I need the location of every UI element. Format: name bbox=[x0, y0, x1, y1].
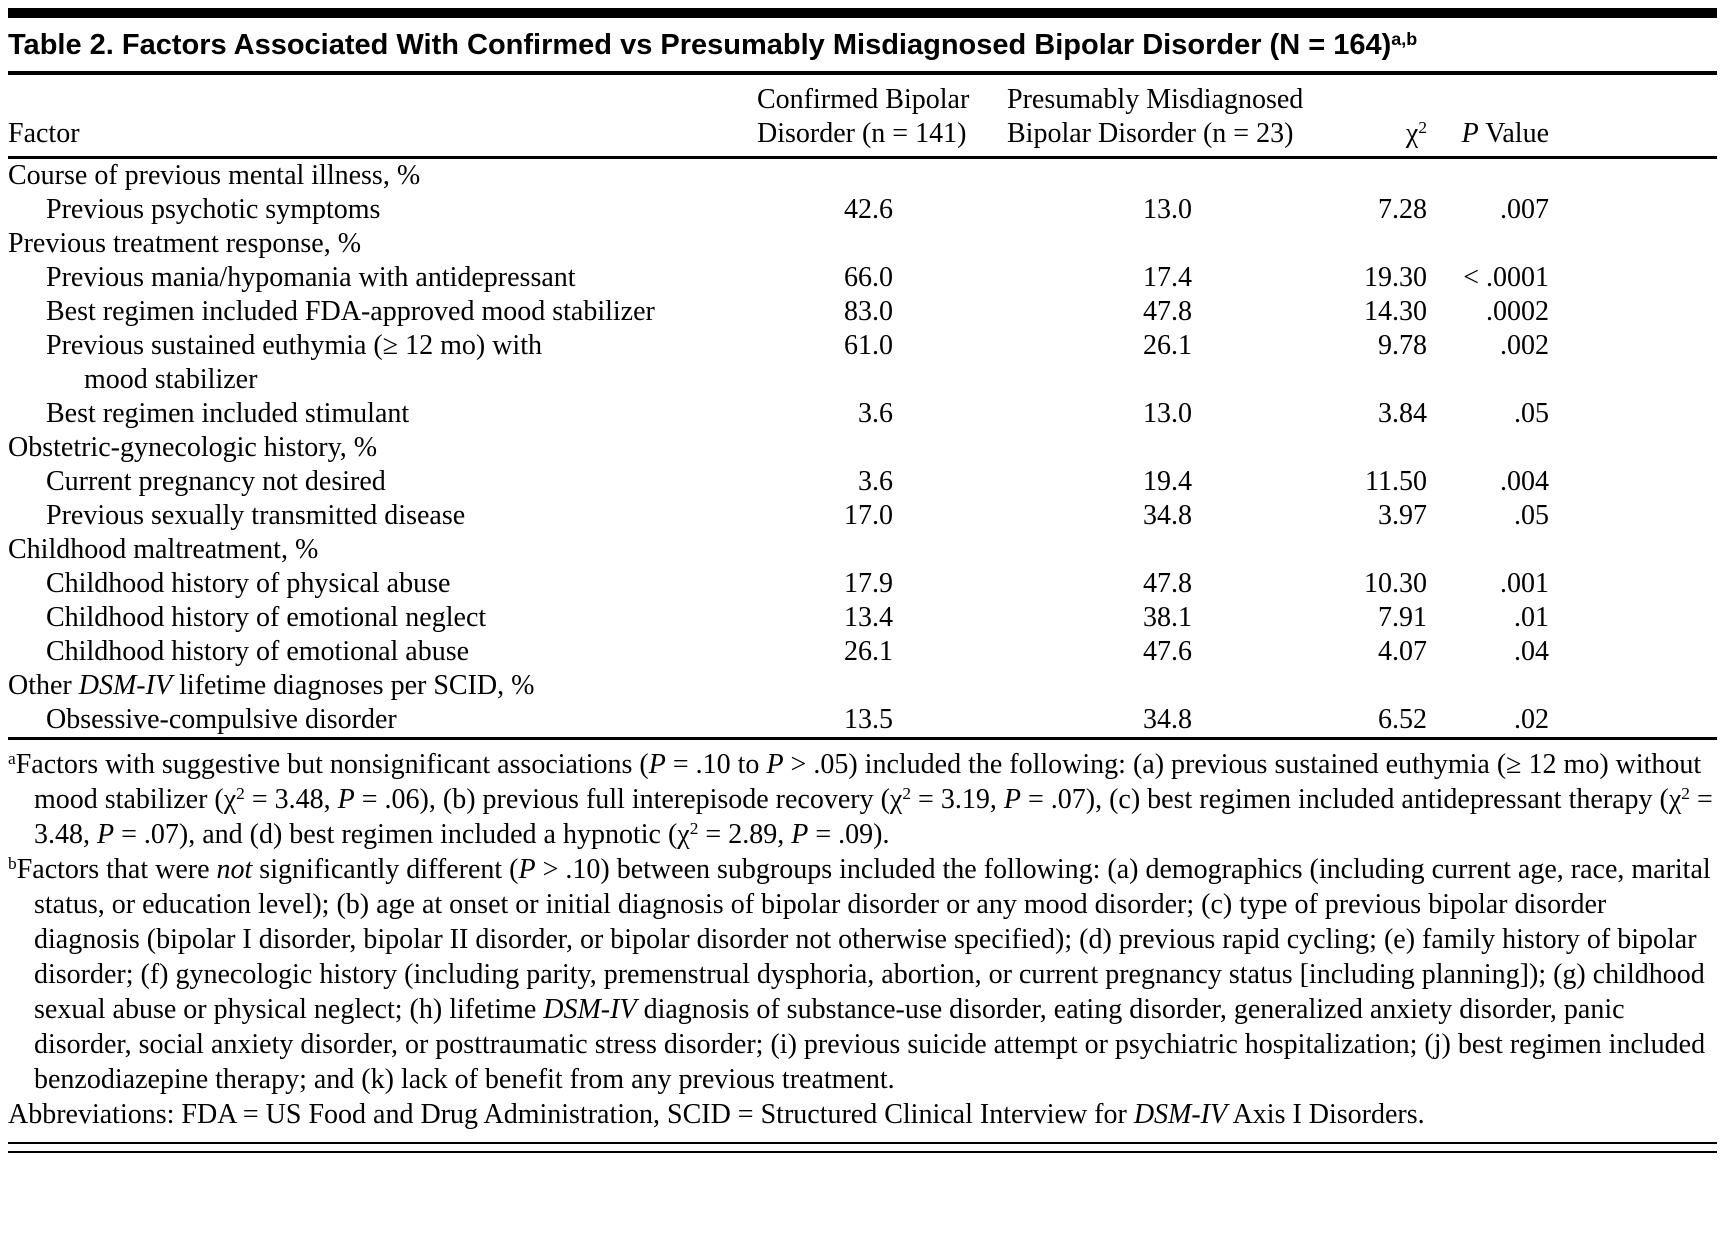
misdiagnosed-value bbox=[1007, 158, 1357, 194]
text-segment: Obsessive-compulsive disorder bbox=[46, 704, 397, 735]
confirmed-value: 17.9 bbox=[844, 568, 893, 599]
data-row bbox=[8, 329, 1717, 397]
text-segment: Previous psychotic symptoms bbox=[46, 194, 381, 225]
footnotes-block bbox=[8, 740, 1717, 1134]
italic-text: P bbox=[1003, 784, 1021, 815]
text-segment: = 3.48, bbox=[244, 784, 338, 815]
p-value: .05 bbox=[1514, 500, 1549, 531]
chi-square-value bbox=[1357, 533, 1452, 567]
misdiagnosed-value bbox=[1007, 669, 1357, 703]
superscript-text: a bbox=[8, 749, 16, 769]
text-segment: = .10 to bbox=[665, 749, 767, 780]
data-row bbox=[8, 703, 1717, 737]
misdiagnosed-value: 17.4 bbox=[1143, 262, 1192, 293]
factor-cell bbox=[8, 397, 757, 431]
text-segment: = 3.19, bbox=[911, 784, 1004, 815]
footnote-a bbox=[8, 747, 1717, 852]
data-row bbox=[8, 635, 1717, 669]
superscript-text: b bbox=[8, 854, 17, 874]
misdiagnosed-value: 13.0 bbox=[1143, 194, 1192, 225]
p-value: .01 bbox=[1514, 602, 1549, 633]
text-segment: = .07), and (d) best regimen included a hypnotic (χ bbox=[114, 819, 690, 850]
p-value: .007 bbox=[1500, 194, 1549, 225]
misdiagnosed-value bbox=[1007, 227, 1357, 261]
chi-square-value: 9.78 bbox=[1378, 330, 1427, 361]
misdiagnosed-value bbox=[1007, 533, 1357, 567]
text-segment: Table 2. Factors Associated With Confirmed vs Presumably Misdiagnosed Bipolar Disorder (N = 164) bbox=[8, 29, 1392, 61]
p-value: .004 bbox=[1500, 466, 1549, 497]
abbreviations-note bbox=[8, 1097, 1717, 1132]
text-segment: Childhood history of emotional abuse bbox=[46, 636, 470, 667]
data-row bbox=[8, 499, 1717, 533]
factor-cell bbox=[8, 295, 757, 329]
factor-cell bbox=[8, 533, 757, 567]
p-value: .001 bbox=[1500, 568, 1549, 599]
italic-text: P bbox=[791, 819, 809, 850]
col-header-misdiagnosed-line2: Bipolar Disorder (n = 23) bbox=[1007, 118, 1294, 149]
section-row bbox=[8, 533, 1717, 567]
p-value: .0002 bbox=[1486, 296, 1549, 327]
factor-cell bbox=[8, 601, 757, 635]
text-segment: = .06), (b) previous full interepisode recovery (χ bbox=[354, 784, 903, 815]
table-title bbox=[8, 26, 1717, 64]
text-segment: Other bbox=[8, 670, 79, 701]
italic-text: DSM-IV bbox=[1133, 1099, 1228, 1130]
text-segment: Childhood maltreatment, % bbox=[8, 534, 319, 565]
misdiagnosed-value: 34.8 bbox=[1143, 500, 1192, 531]
superscript-text: a,b bbox=[1391, 29, 1418, 50]
superscript-text: 2 bbox=[236, 784, 245, 804]
confirmed-value bbox=[757, 431, 1007, 465]
italic-text: DSM-IV bbox=[78, 670, 173, 701]
chi-square-value bbox=[1357, 669, 1452, 703]
col-header-confirmed-line1: Confirmed Bipolar bbox=[757, 84, 970, 115]
factor-cell bbox=[8, 193, 757, 227]
confirmed-value bbox=[757, 158, 1007, 194]
text-segment: Previous mania/hypomania with antidepressant bbox=[46, 262, 576, 293]
section-row bbox=[8, 227, 1717, 261]
factors-table bbox=[8, 75, 1717, 737]
col-header-misdiagnosed-line1: Presumably Misdiagnosed bbox=[1007, 84, 1304, 115]
text-segment: Obstetric-gynecologic history, % bbox=[8, 432, 378, 463]
text-segment: diagnosis of substance-use disorder, eating disorder, generalized anxiety disorder, panic disorder, social anxiety disorder, or posttraumatic stress disorder; (i) previous suicide attempt or psychiatric hospitalization; (j) best regimen included benzodiazepine therapy; and (k) lack of benefit from any previous treatment. bbox=[34, 994, 1706, 1095]
text-segment: = 2.89, bbox=[698, 819, 792, 850]
p-value: .04 bbox=[1514, 636, 1549, 667]
text-segment: lifetime diagnoses per SCID, % bbox=[172, 670, 535, 701]
data-row bbox=[8, 465, 1717, 499]
italic-text: DSM-IV bbox=[543, 994, 637, 1025]
misdiagnosed-value: 47.8 bbox=[1143, 568, 1192, 599]
factor-cell bbox=[8, 703, 757, 737]
bottom-double-rule bbox=[8, 1142, 1717, 1153]
factor-cell bbox=[8, 329, 757, 397]
text-segment: = .07), (c) best regimen included antidepressant therapy (χ bbox=[1020, 784, 1682, 815]
data-row bbox=[8, 601, 1717, 635]
text-segment: > .10) between subgroups included the following: (a) demographics (including current age, race, marital status, or education level); (b) age at onset or initial diagnosis of bipolar disorder or any mood disorder; (c) type of previous bipolar disorder diagnosis (bipolar I disorder, bipolar II disorder, or bipolar disorder not otherwise specified); (d) previous rapid cycling; (e) family history of bipolar disorder; (f) gynecologic history (including parity, premenstrual dysphoria, abortion, or current pregnancy status [including planning]); (g) childhood sexual abuse or physical neglect; (h) lifetime bbox=[34, 854, 1711, 1025]
text-segment: Abbreviations: FDA = US Food and Drug Administration, SCID = Structured Clinical Interview for bbox=[8, 1099, 1134, 1130]
section-row bbox=[8, 669, 1717, 703]
misdiagnosed-value: 47.8 bbox=[1143, 296, 1192, 327]
confirmed-value: 61.0 bbox=[844, 330, 893, 361]
col-header-confirmed bbox=[757, 75, 1007, 158]
p-value: .05 bbox=[1514, 398, 1549, 429]
confirmed-value bbox=[757, 227, 1007, 261]
section-row bbox=[8, 158, 1717, 194]
p-value bbox=[1452, 227, 1717, 261]
confirmed-value bbox=[757, 533, 1007, 567]
col-header-chi-square bbox=[1357, 75, 1452, 158]
chi-square-value: 10.30 bbox=[1364, 568, 1427, 599]
italic-text: P bbox=[97, 819, 115, 850]
factor-cell bbox=[8, 635, 757, 669]
confirmed-value: 42.6 bbox=[844, 194, 893, 225]
text-segment: Previous sexually transmitted disease bbox=[46, 500, 466, 531]
confirmed-value bbox=[757, 669, 1007, 703]
text-segment: Current pregnancy not desired bbox=[46, 466, 386, 497]
factor-cell bbox=[8, 567, 757, 601]
chi-square-value: 14.30 bbox=[1364, 296, 1427, 327]
italic-text: P bbox=[648, 749, 666, 780]
data-row bbox=[8, 295, 1717, 329]
text-segment: > .05) included the following: (a) previous sustained euthymia (≥ 12 mo) without mood stabilizer (χ bbox=[34, 749, 1702, 815]
text-segment: Previous sustained euthymia (≥ 12 mo) with bbox=[46, 330, 542, 361]
text-segment: Factors with suggestive but nonsignificant associations ( bbox=[15, 749, 649, 780]
confirmed-value: 13.4 bbox=[844, 602, 893, 633]
confirmed-value: 17.0 bbox=[844, 500, 893, 531]
superscript-text: 2 bbox=[1681, 784, 1690, 804]
p-symbol: P bbox=[1461, 118, 1479, 149]
superscript-text: 2 bbox=[902, 784, 912, 804]
italic-text: P bbox=[518, 854, 536, 885]
col-header-confirmed-line2: Disorder (n = 141) bbox=[757, 118, 967, 149]
chi-square-value bbox=[1357, 227, 1452, 261]
confirmed-value: 66.0 bbox=[844, 262, 893, 293]
misdiagnosed-value: 47.6 bbox=[1143, 636, 1192, 667]
top-rule bbox=[8, 8, 1717, 18]
chi-square-value: 19.30 bbox=[1364, 262, 1427, 293]
misdiagnosed-value bbox=[1007, 431, 1357, 465]
factor-cell bbox=[8, 669, 757, 703]
chi-square-value: 3.97 bbox=[1378, 500, 1427, 531]
confirmed-value: 83.0 bbox=[844, 296, 893, 327]
text-segment: Factors that were bbox=[16, 854, 217, 885]
p-value: < .0001 bbox=[1463, 262, 1549, 293]
p-value: .02 bbox=[1514, 704, 1549, 735]
section-row bbox=[8, 431, 1717, 465]
data-row bbox=[8, 397, 1717, 431]
text-segment: significantly different ( bbox=[252, 854, 519, 885]
factor-cell bbox=[8, 261, 757, 295]
misdiagnosed-value: 19.4 bbox=[1143, 466, 1192, 497]
header-row bbox=[8, 75, 1717, 158]
text-segment: mood stabilizer bbox=[84, 364, 258, 395]
table-body bbox=[8, 158, 1717, 738]
text-segment: Best regimen included stimulant bbox=[46, 398, 410, 429]
factor-cell-wrapped-line bbox=[46, 363, 757, 397]
data-row bbox=[8, 567, 1717, 601]
italic-text: not bbox=[216, 854, 253, 885]
text-segment: Axis I Disorders. bbox=[1227, 1099, 1425, 1130]
chi-square-value bbox=[1357, 431, 1452, 465]
chi-square-value: 11.50 bbox=[1365, 466, 1427, 497]
p-value-label: Value bbox=[1478, 118, 1549, 149]
text-segment: Childhood history of emotional neglect bbox=[46, 602, 487, 633]
misdiagnosed-value: 13.0 bbox=[1143, 398, 1192, 429]
p-value bbox=[1452, 533, 1717, 567]
p-value: .002 bbox=[1500, 330, 1549, 361]
text-segment: = 3.48, bbox=[34, 784, 1713, 850]
factor-cell bbox=[8, 431, 757, 465]
p-value bbox=[1452, 431, 1717, 465]
misdiagnosed-value: 38.1 bbox=[1143, 602, 1192, 633]
text-segment: Previous treatment response, % bbox=[8, 228, 362, 259]
chi-square-value bbox=[1357, 158, 1452, 194]
text-segment: = .09). bbox=[808, 819, 890, 850]
superscript-text: 2 bbox=[689, 819, 699, 839]
confirmed-value: 3.6 bbox=[858, 398, 893, 429]
factor-cell bbox=[8, 499, 757, 533]
col-header-misdiagnosed bbox=[1007, 75, 1357, 158]
chi-exponent: 2 bbox=[1418, 118, 1427, 138]
text-segment: Childhood history of physical abuse bbox=[46, 568, 451, 599]
table-header bbox=[8, 75, 1717, 158]
factor-cell bbox=[8, 227, 757, 261]
data-row bbox=[8, 193, 1717, 227]
factor-cell bbox=[8, 158, 757, 194]
italic-text: P bbox=[766, 749, 784, 780]
confirmed-value: 3.6 bbox=[858, 466, 893, 497]
chi-symbol: χ bbox=[1405, 118, 1419, 149]
chi-square-value: 7.91 bbox=[1378, 602, 1427, 633]
text-segment: Best regimen included FDA-approved mood stabilizer bbox=[46, 296, 655, 327]
p-value bbox=[1452, 158, 1717, 194]
footnote-b bbox=[8, 852, 1717, 1097]
p-value bbox=[1452, 669, 1717, 703]
misdiagnosed-value: 34.8 bbox=[1143, 704, 1192, 735]
chi-square-value: 7.28 bbox=[1378, 194, 1427, 225]
confirmed-value: 13.5 bbox=[844, 704, 893, 735]
chi-square-value: 6.52 bbox=[1378, 704, 1427, 735]
chi-square-value: 3.84 bbox=[1378, 398, 1427, 429]
confirmed-value: 26.1 bbox=[844, 636, 893, 667]
col-header-factor: Factor bbox=[8, 75, 757, 158]
chi-square-value: 4.07 bbox=[1378, 636, 1427, 667]
factor-cell bbox=[8, 465, 757, 499]
text-segment: Course of previous mental illness, % bbox=[8, 160, 421, 191]
italic-text: P bbox=[337, 784, 355, 815]
data-row bbox=[8, 261, 1717, 295]
col-header-p-value bbox=[1452, 75, 1717, 158]
misdiagnosed-value: 26.1 bbox=[1143, 330, 1192, 361]
